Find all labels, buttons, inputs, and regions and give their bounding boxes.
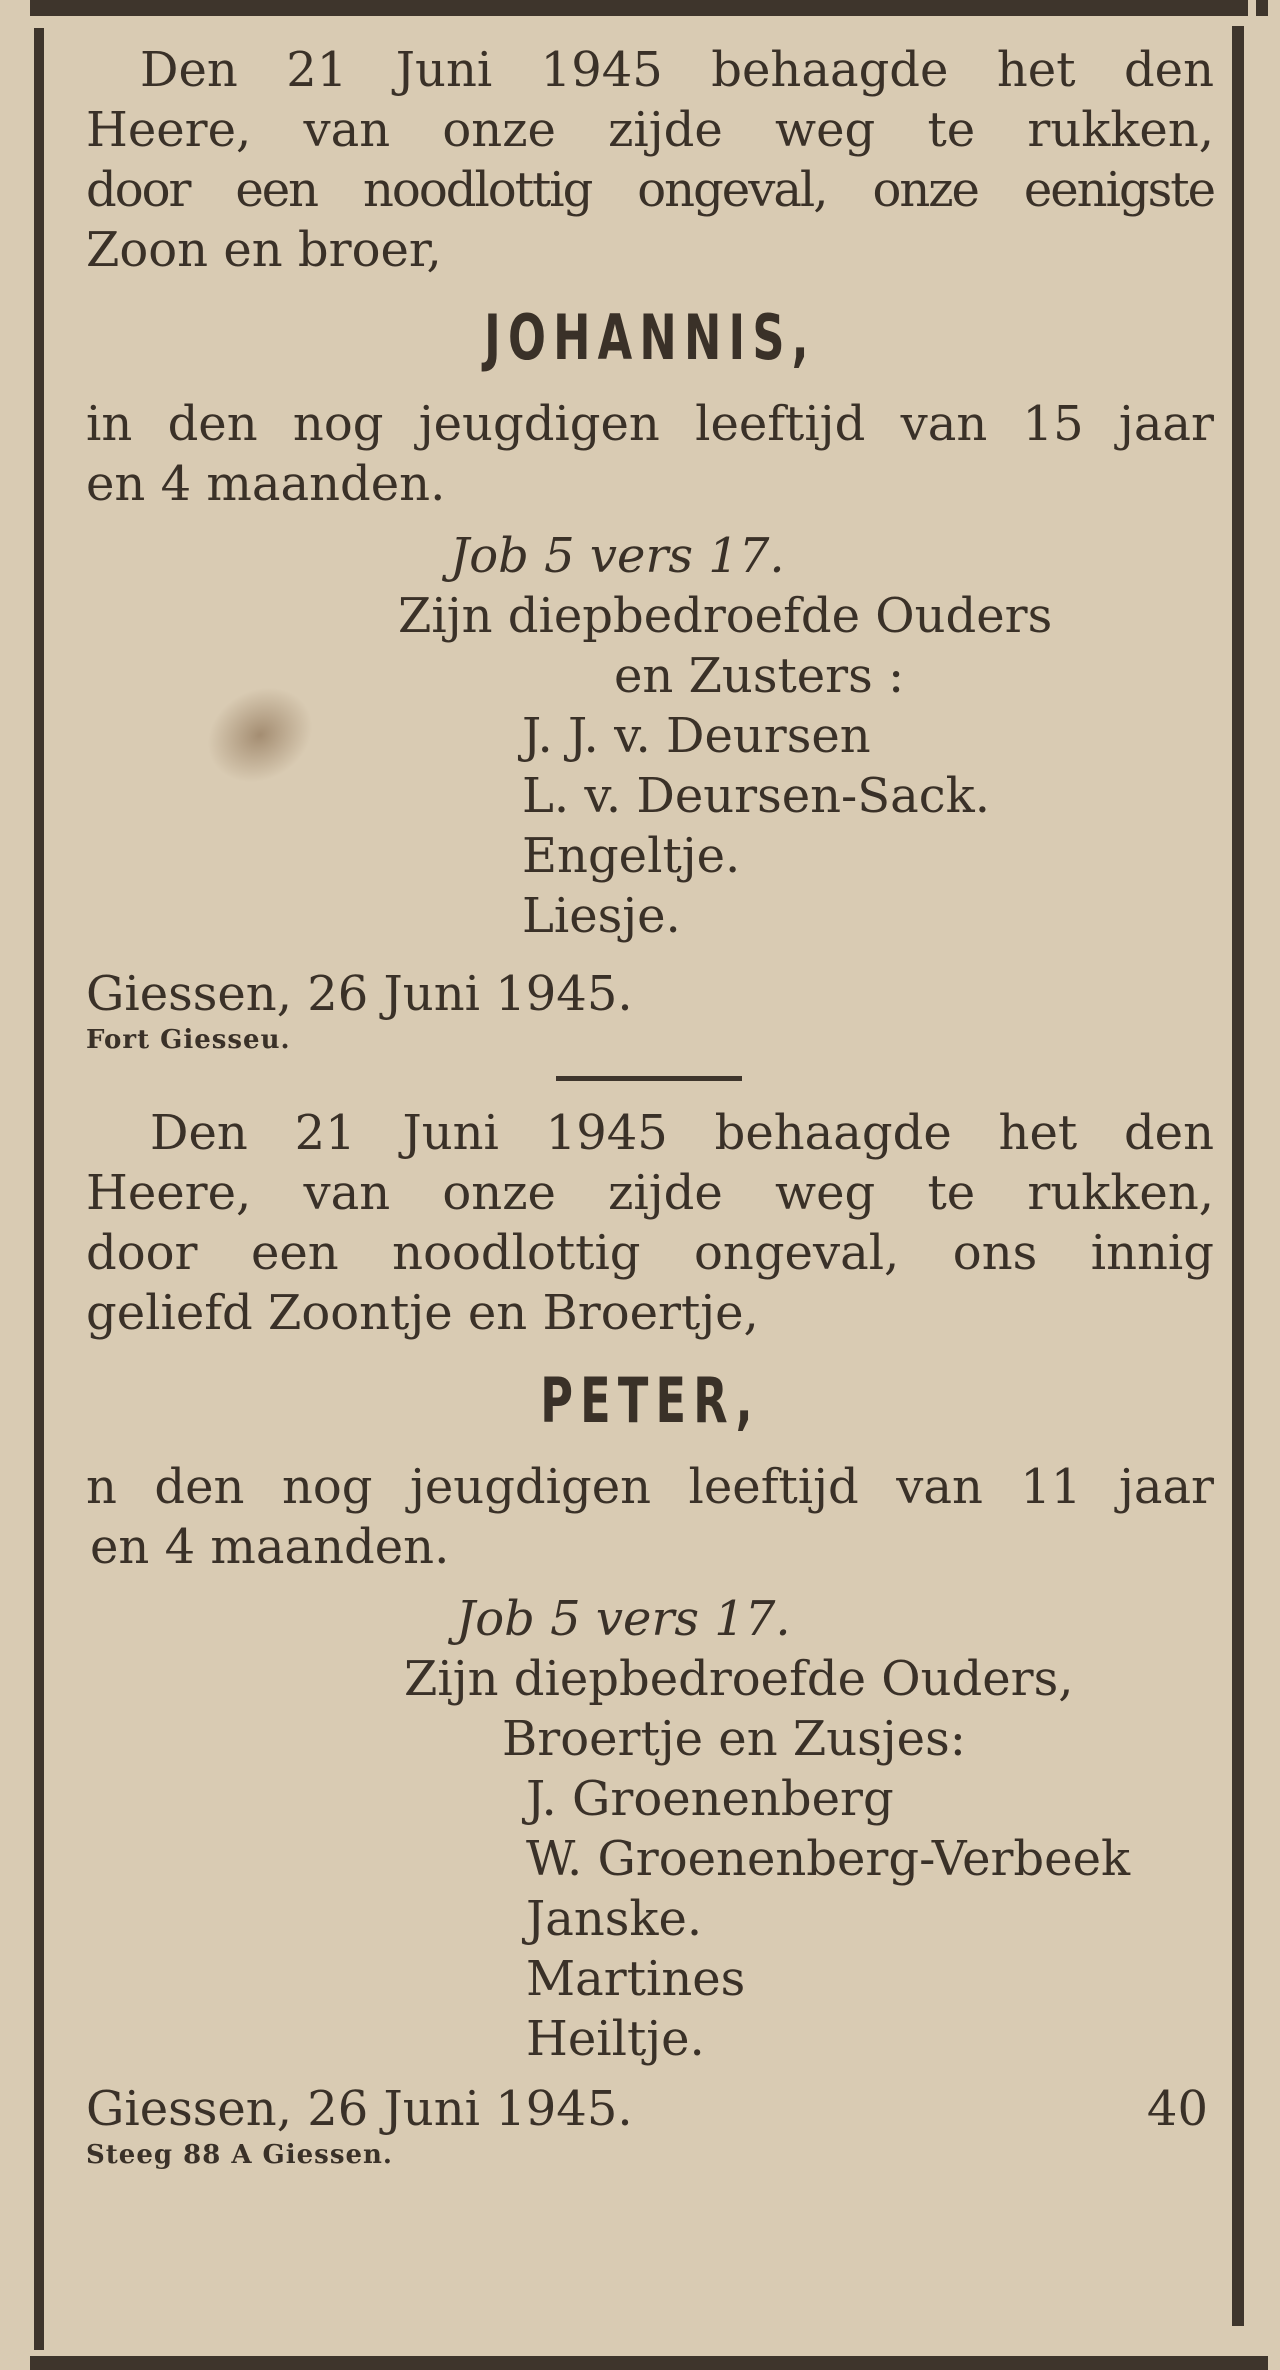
family-member: Janske. — [526, 1891, 703, 1947]
place-date-row — [86, 2079, 1214, 2139]
signed-by: Zijn diepbedroefde Ouders, — [404, 1651, 1074, 1707]
place-date: Giessen, 26 Juni 1945. — [86, 2081, 633, 2137]
paragraph-line: Den 21 Juni 1945 behaagde het den — [140, 42, 1214, 98]
place-date: Giessen, 26 Juni 1945. — [86, 966, 633, 1022]
address: Fort Giesseu. — [86, 1025, 291, 1055]
signed-by: en Zusters : — [614, 648, 905, 704]
paragraph-line: door een noodlottig ongeval, ons innig — [86, 1225, 1214, 1281]
family-member: L. v. Deursen-Sack. — [522, 768, 990, 824]
age-line: in den nog jeugdigen leeftijd van 15 jaar — [86, 396, 1214, 452]
bottom-border — [30, 2356, 1268, 2370]
paragraph-line: door een noodlottig ongeval, onze eenigste — [86, 162, 1214, 218]
paragraph-line: Den 21 Juni 1945 behaagde het den — [150, 1105, 1214, 1161]
notice-peter — [86, 1103, 1214, 2171]
family-member: Martines — [526, 1951, 746, 2007]
place-date-row — [86, 964, 1214, 1024]
notice-johannis — [86, 40, 1214, 1056]
left-border — [34, 28, 44, 2350]
paragraph-line: Heere, van onze zijde weg te rukken, — [86, 1165, 1214, 1221]
signed-by: Broertje en Zusjes: — [502, 1711, 966, 1767]
deceased-name: PETER, — [540, 1364, 760, 1437]
right-border — [1232, 26, 1244, 2326]
bible-verse: Job 5 vers 17. — [450, 528, 785, 584]
age-line: en 4 maanden. — [90, 1519, 450, 1575]
signed-by: Zijn diepbedroefde Ouders — [398, 588, 1053, 644]
age-line: en 4 maanden. — [86, 456, 446, 512]
paragraph-line: geliefd Zoontje en Broertje, — [86, 1285, 759, 1341]
paragraph-line: Zoon en broer, — [86, 222, 442, 278]
ad-number: 40 — [1146, 2081, 1208, 2137]
paragraph-line: Heere, van onze zijde weg te rukken, — [86, 102, 1214, 158]
top-border-segment — [1256, 0, 1268, 16]
section-divider — [556, 1076, 742, 1081]
obituary-notices — [86, 40, 1214, 2171]
age-line: n den nog jeugdigen leeftijd van 11 jaar — [86, 1459, 1214, 1515]
top-border — [30, 0, 1248, 16]
family-member: J. Groenenberg — [526, 1771, 894, 1827]
deceased-name: JOHANNIS, — [484, 301, 816, 374]
family-member: J. J. v. Deursen — [522, 708, 871, 764]
address: Steeg 88 A Giessen. — [86, 2140, 393, 2170]
family-member: Heiltje. — [526, 2011, 705, 2067]
bible-verse: Job 5 vers 17. — [456, 1591, 791, 1647]
family-member: Liesje. — [522, 888, 681, 944]
family-member: W. Groenenberg-Verbeek — [526, 1831, 1131, 1887]
family-member: Engeltje. — [522, 828, 741, 884]
